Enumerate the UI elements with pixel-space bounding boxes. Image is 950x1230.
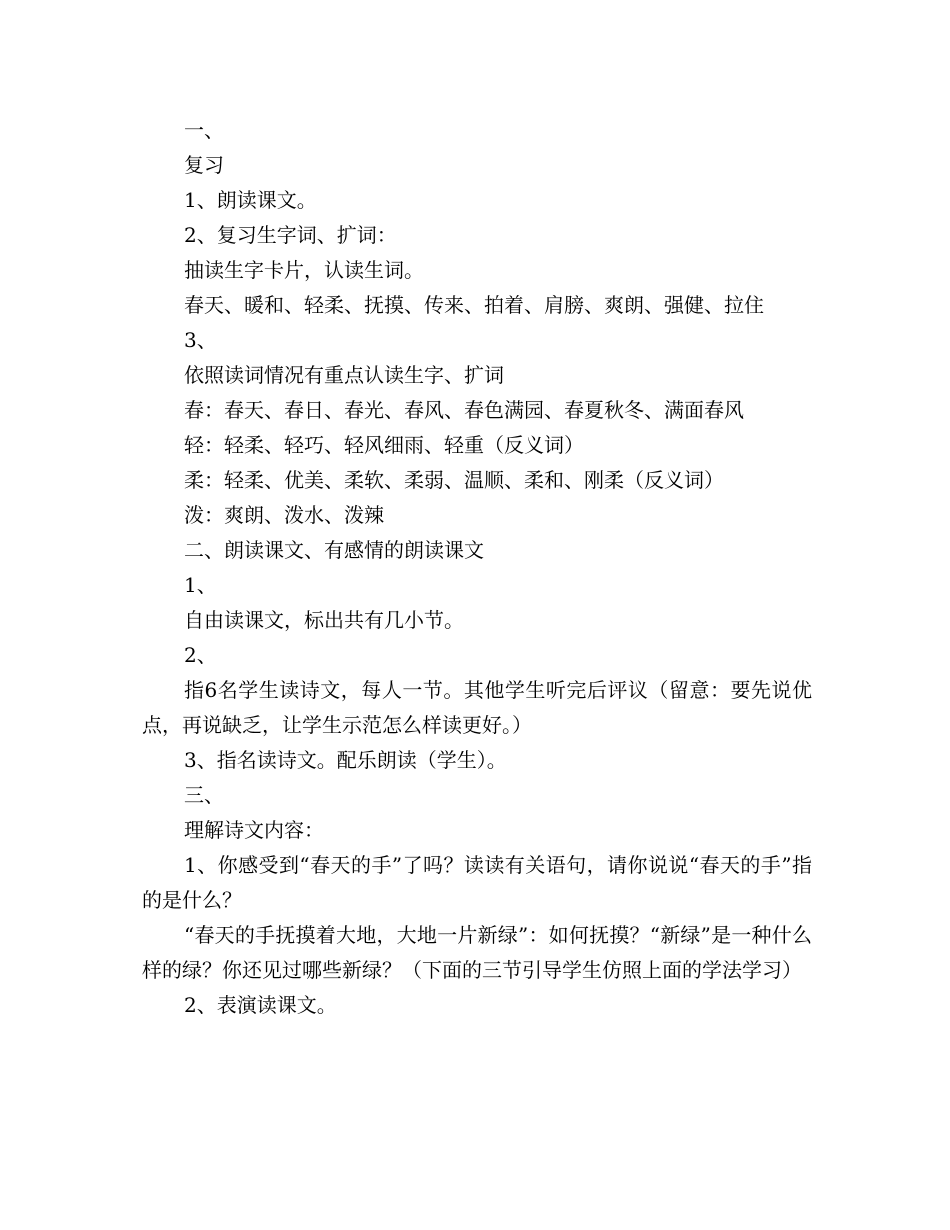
paragraph: 3、 — [184, 328, 217, 352]
paragraph: 依照读词情况有重点认读生字、扩词 — [184, 363, 504, 387]
paragraph: 3、指名读诗文。配乐朗读（学生）。 — [184, 748, 507, 772]
paragraph: 2、 — [184, 643, 217, 667]
document-body — [142, 113, 812, 1023]
paragraph: 1、你感受到“春天的手”了吗？读读有关语句，请你说说“春天的手”指的是什么？ — [142, 853, 812, 912]
paragraph: “春天的手抚摸着大地，大地一片新绿”：如何抚摸？“新绿”是一种什么样的绿？你还见过哪些新绿？（下面的三节引导学生仿照上面的学法学习） — [142, 923, 812, 982]
section-heading: 复习 — [184, 153, 224, 177]
paragraph: 柔：轻柔、优美、柔软、柔弱、温顺、柔和、刚柔（反义词） — [184, 468, 724, 492]
section-number: 三、 — [184, 783, 224, 807]
paragraph: 2、表演读课文。 — [184, 993, 337, 1017]
section-heading: 二、朗读课文、有感情的朗读课文 — [184, 538, 484, 562]
paragraph: 2、复习生字词、扩词： — [184, 223, 397, 247]
paragraph: 轻：轻柔、轻巧、轻风细雨、轻重（反义词） — [184, 433, 584, 457]
section-heading: 理解诗文内容： — [184, 818, 324, 842]
section-number: 一、 — [184, 118, 224, 142]
paragraph: 春天、暖和、轻柔、抚摸、传来、拍着、肩膀、爽朗、强健、拉住 — [184, 293, 764, 317]
paragraph: 1、朗读课文。 — [184, 188, 317, 212]
paragraph: 1、 — [184, 573, 217, 597]
paragraph: 自由读课文，标出共有几小节。 — [184, 608, 464, 632]
paragraph: 指6名学生读诗文，每人一节。其他学生听完后评议（留意：要先说优点，再说缺乏，让学生示范怎么样读更好。） — [142, 678, 812, 737]
paragraph: 抽读生字卡片，认读生词。 — [184, 258, 424, 282]
paragraph: 春：春天、春日、春光、春风、春色满园、春夏秋冬、满面春风 — [184, 398, 744, 422]
paragraph: 泼：爽朗、泼水、泼辣 — [184, 503, 384, 527]
